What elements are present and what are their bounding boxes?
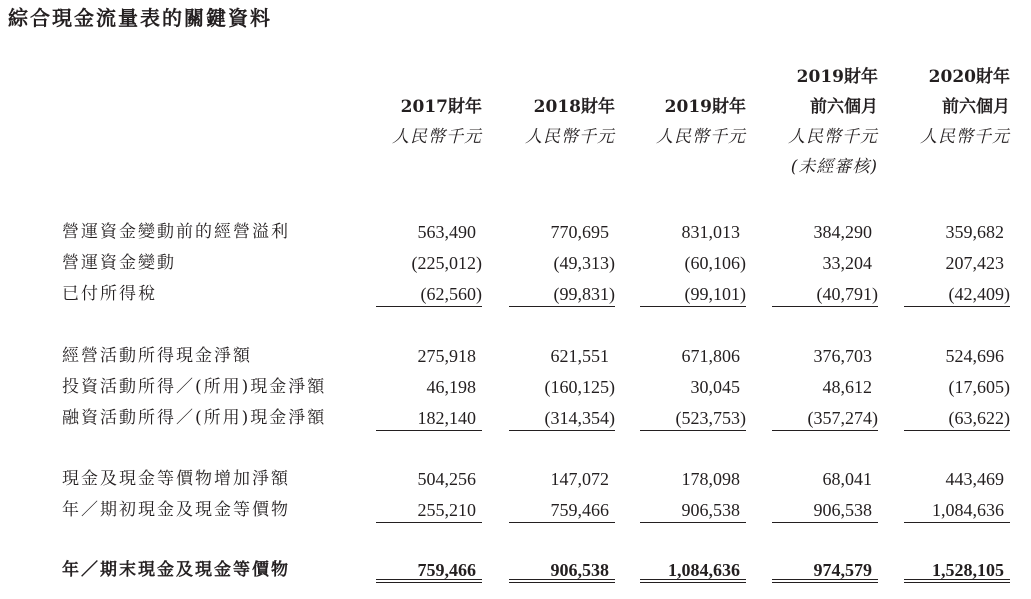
cell-value: 621,551: [550, 346, 609, 366]
cell-value: 207,423: [945, 253, 1004, 273]
cell-value: (99,101): [640, 279, 746, 307]
table-row: [0, 279, 1031, 309]
cell-value: 974,579: [772, 555, 878, 583]
cell-value: 255,210: [376, 495, 482, 523]
cell-value: 384,290: [813, 222, 872, 242]
cell-value: (99,831): [509, 279, 615, 307]
header-unit: 人民幣千元: [392, 127, 482, 147]
table-row: [0, 341, 1031, 371]
cell-value: (60,106): [684, 253, 746, 273]
column-header-fy2019: [614, 62, 746, 152]
cell-value: 359,682: [945, 222, 1004, 242]
header-period: 2019財年: [664, 97, 746, 117]
row-label: 年／期末現金及現金等價物: [62, 560, 290, 580]
table-row: [0, 403, 1031, 433]
cell-value: 182,140: [376, 403, 482, 431]
table-row: [0, 464, 1031, 494]
page-title: 綜合現金流量表的關鍵資料: [8, 6, 272, 30]
header-unit: 人民幣千元: [525, 127, 615, 147]
header-line1: [614, 62, 746, 92]
cell-value: 1,528,105: [904, 555, 1010, 583]
cell-value: 671,806: [681, 346, 740, 366]
cell-value: (17,605): [948, 377, 1010, 397]
cell-value: 770,695: [550, 222, 609, 242]
row-label: 經營活動所得現金淨額: [62, 346, 252, 366]
header-line1: 2020財年: [928, 67, 1010, 87]
cell-value: 376,703: [813, 346, 872, 366]
cell-value: 147,072: [550, 469, 609, 489]
cell-value: 275,918: [417, 346, 476, 366]
cell-value: (42,409): [904, 279, 1010, 307]
cell-value: (357,274): [772, 403, 878, 431]
cell-value: 759,466: [509, 495, 615, 523]
header-unit: 人民幣千元: [920, 127, 1010, 147]
cell-value: 1,084,636: [640, 555, 746, 583]
cell-value: 906,538: [509, 555, 615, 583]
cell-value: (49,313): [553, 253, 615, 273]
column-header-fy2017: [350, 62, 482, 152]
cell-value: (62,560): [376, 279, 482, 307]
row-label: 現金及現金等價物增加淨額: [62, 469, 290, 489]
cell-value: 33,204: [822, 253, 872, 273]
table-row: [0, 248, 1031, 278]
cell-value: 906,538: [640, 495, 746, 523]
column-header-6m-fy2020: [878, 62, 1010, 152]
cell-value: 504,256: [417, 469, 476, 489]
row-label: 營運資金變動: [62, 253, 176, 273]
column-header-fy2018: [483, 62, 615, 152]
cell-value: 831,013: [681, 222, 740, 242]
table-row: [0, 372, 1031, 402]
cell-value: 524,696: [945, 346, 1004, 366]
table-row: [0, 495, 1031, 525]
cell-value: 48,612: [822, 377, 872, 397]
header-line1: [483, 62, 615, 92]
table-row: [0, 217, 1031, 247]
cell-value: 30,045: [690, 377, 740, 397]
row-label: 年／期初現金及現金等價物: [62, 500, 290, 520]
cell-value: 563,490: [417, 222, 476, 242]
cell-value: (40,791): [772, 279, 878, 307]
header-period: 前六個月: [810, 97, 878, 117]
cell-value: 443,469: [945, 469, 1004, 489]
table-row-total: [0, 555, 1031, 585]
header-period: 2018財年: [533, 97, 615, 117]
row-label: 已付所得稅: [62, 284, 157, 304]
cell-value: 178,098: [681, 469, 740, 489]
cell-value: (523,753): [640, 403, 746, 431]
cell-value: (225,012): [411, 253, 482, 273]
cell-value: (63,622): [904, 403, 1010, 431]
header-period: 前六個月: [942, 97, 1010, 117]
header-unit: 人民幣千元: [656, 127, 746, 147]
header-period: 2017財年: [400, 97, 482, 117]
header-unit: 人民幣千元: [788, 127, 878, 147]
column-header-6m-fy2019: [746, 62, 878, 182]
row-label: 融資活動所得／(所用)現金淨額: [62, 408, 327, 428]
cell-value: 68,041: [822, 469, 872, 489]
cell-value: 1,084,636: [904, 495, 1010, 523]
header-line1: 2019財年: [796, 67, 878, 87]
row-label: 營運資金變動前的經營溢利: [62, 222, 290, 242]
cell-value: (314,354): [509, 403, 615, 431]
header-note: (未經審核): [790, 157, 878, 177]
cell-value: 906,538: [772, 495, 878, 523]
header-line1: [350, 62, 482, 92]
row-label: 投資活動所得／(所用)現金淨額: [62, 377, 327, 397]
cell-value: 759,466: [376, 555, 482, 583]
cell-value: (160,125): [544, 377, 615, 397]
cell-value: 46,198: [426, 377, 476, 397]
